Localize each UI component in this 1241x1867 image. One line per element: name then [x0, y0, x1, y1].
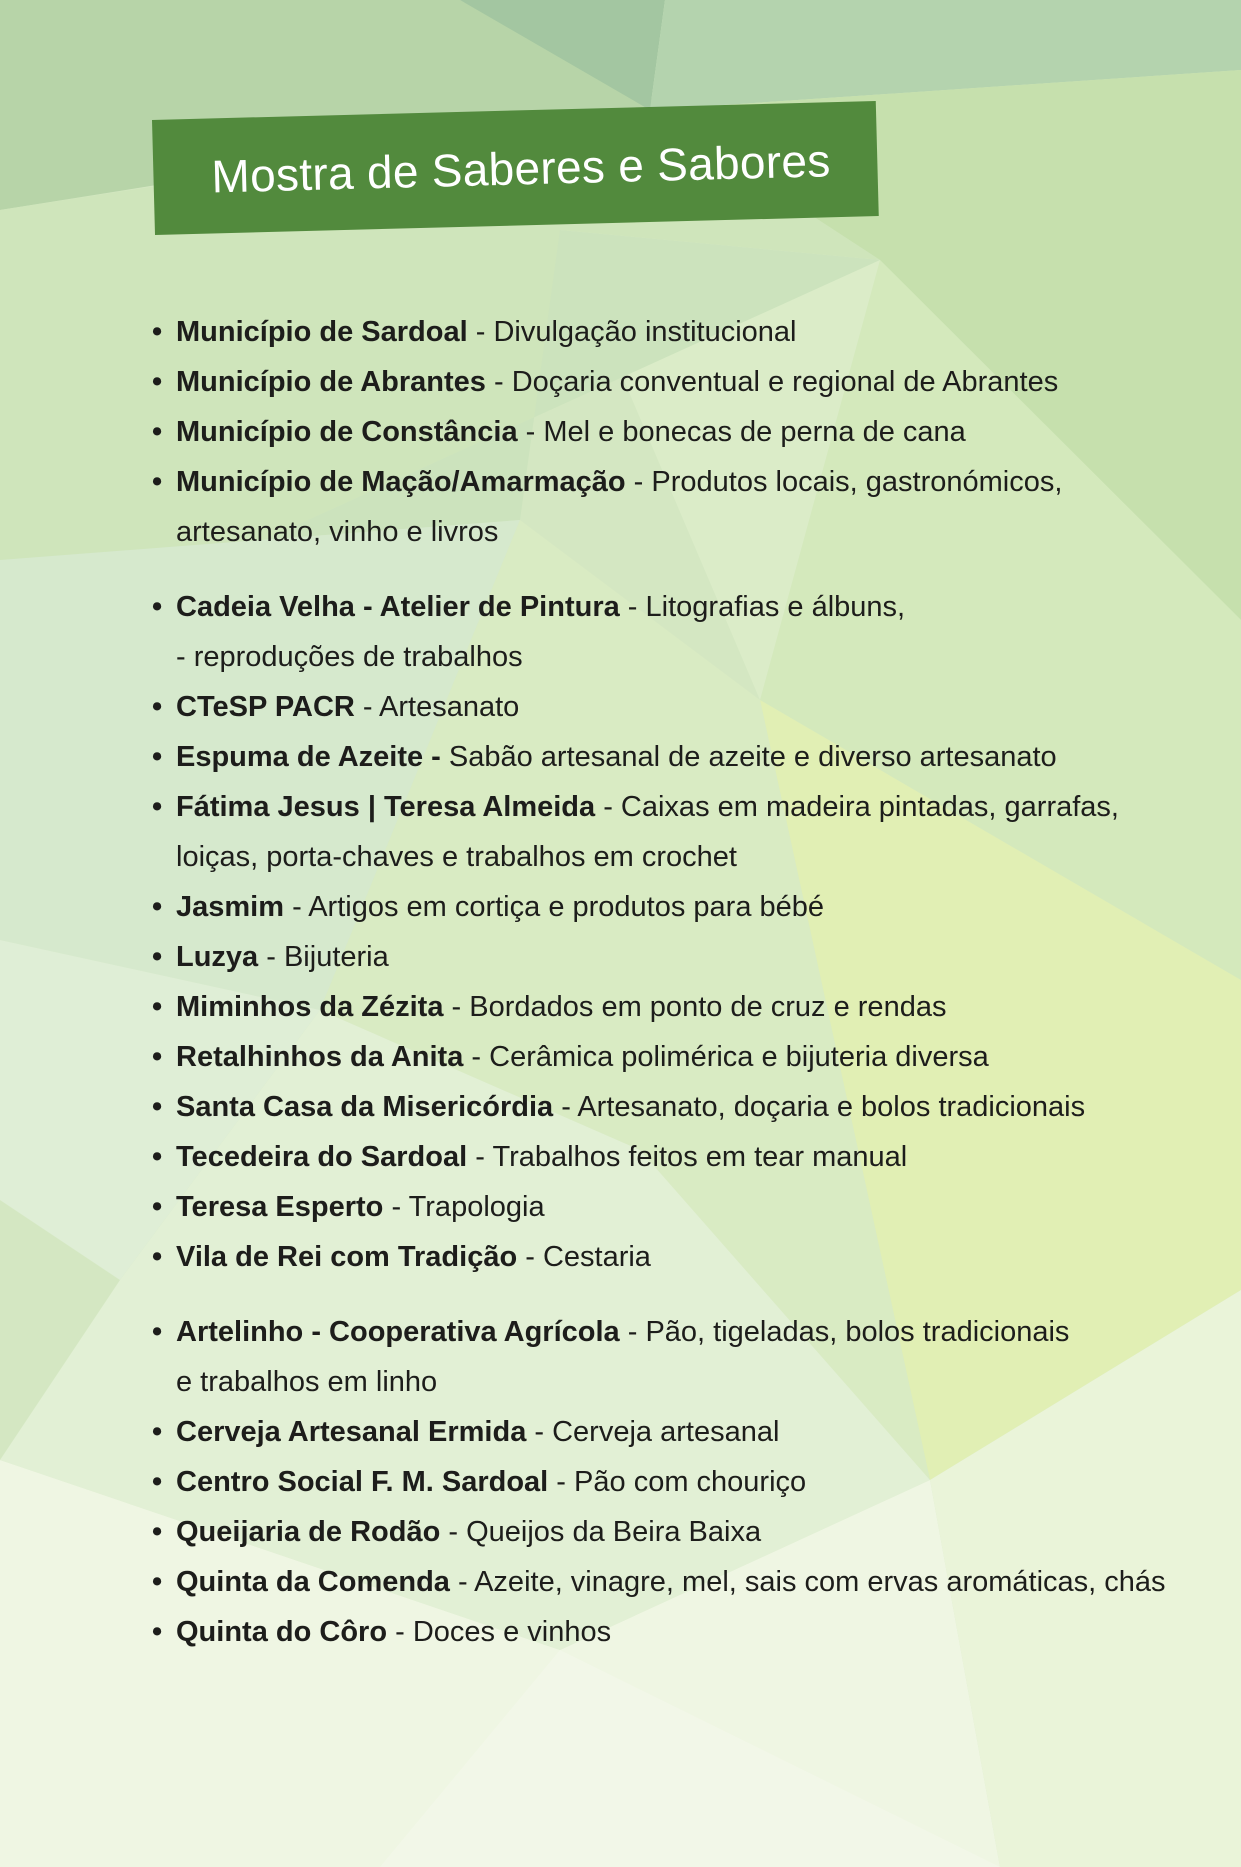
exhibitor-name: Retalhinhos da Anita	[176, 1041, 464, 1073]
title-banner	[152, 101, 879, 235]
separator: -	[619, 1316, 646, 1348]
exhibitor-name: Município de Constância	[176, 416, 518, 448]
separator: -	[553, 1091, 578, 1123]
exhibitor-description: Trapologia	[408, 1191, 545, 1223]
list-item	[152, 582, 1152, 682]
exhibitor-description: Cerâmica polimérica e bijuteria diversa	[489, 1041, 989, 1073]
list-item	[152, 1407, 1152, 1457]
exhibitor-name: Vila de Rei com Tradição	[176, 1241, 518, 1273]
list-item	[152, 1557, 1166, 1607]
exhibitor-description: Doçaria conventual e regional de Abrantes	[511, 366, 1059, 398]
separator: -	[387, 1616, 413, 1648]
bullet-icon: •	[152, 1466, 163, 1498]
list-item	[152, 1032, 1152, 1082]
exhibitor-group	[152, 582, 1152, 1282]
bullet-icon: •	[152, 1566, 163, 1598]
exhibitor-name: Centro Social F. M. Sardoal	[176, 1466, 549, 1498]
exhibitor-name: Queijaria de Rodão	[176, 1516, 441, 1548]
list-item	[152, 457, 1152, 557]
exhibitor-description: Divulgação institucional	[493, 316, 797, 348]
separator: -	[526, 1416, 553, 1448]
list-item	[152, 357, 1152, 407]
exhibitor-description: Litografias e álbuns,	[645, 591, 906, 623]
list-item	[152, 1182, 1152, 1232]
separator: -	[467, 316, 494, 348]
exhibitor-name: CTeSP PACR	[176, 691, 355, 723]
exhibitor-description: Azeite, vinagre, mel, sais com ervas aromáticas, chás	[474, 1566, 1166, 1598]
separator: -	[517, 1241, 543, 1273]
list-item	[152, 682, 1152, 732]
separator: -	[625, 466, 652, 498]
bullet-icon: •	[152, 1416, 163, 1448]
exhibitor-name: Tecedeira do Sardoal	[176, 1141, 468, 1173]
exhibitor-name: Quinta da Comenda	[176, 1566, 450, 1598]
exhibitor-group	[152, 1307, 1166, 1657]
list-item	[152, 1607, 1152, 1657]
separator: -	[440, 1516, 467, 1548]
bullet-icon: •	[152, 1516, 163, 1548]
exhibitor-name: Município de Sardoal	[176, 316, 468, 348]
exhibitor-name: Fátima Jesus | Teresa Almeida	[176, 791, 596, 823]
exhibitor-name: Teresa Esperto	[176, 1191, 384, 1223]
separator: -	[443, 991, 470, 1023]
exhibitor-description-continued: - reproduções de trabalhos	[176, 641, 523, 673]
separator: -	[467, 1141, 493, 1173]
separator: -	[463, 1041, 490, 1073]
list-item	[152, 932, 1152, 982]
exhibitor-description: Pão com chouriço	[574, 1466, 807, 1498]
exhibitor-name: Quinta do Côro	[176, 1616, 388, 1648]
exhibitor-name: Cadeia Velha - Atelier de Pintura	[176, 591, 620, 623]
separator: -	[517, 416, 544, 448]
separator: -	[354, 691, 380, 723]
exhibitor-name: Luzya	[176, 941, 259, 973]
list-item	[152, 1132, 1152, 1182]
bullet-icon: •	[152, 741, 163, 773]
list-item	[152, 1307, 1152, 1407]
bullet-icon: •	[152, 691, 163, 723]
separator	[441, 741, 449, 773]
separator: -	[619, 591, 646, 623]
bullet-icon: •	[152, 1241, 163, 1273]
exhibitor-name: Município de Abrantes	[176, 366, 486, 398]
exhibitor-description-continued: artesanato, vinho e livros	[176, 516, 499, 548]
exhibitor-description: Bordados em ponto de cruz e rendas	[469, 991, 947, 1023]
list-item	[152, 882, 1152, 932]
exhibitor-description: Pão, tigeladas, bolos tradicionais	[645, 1316, 1070, 1348]
list-item	[152, 1507, 1152, 1557]
bullet-icon: •	[152, 891, 163, 923]
bullet-icon: •	[152, 316, 163, 348]
exhibitor-description: Cestaria	[542, 1241, 651, 1273]
exhibitor-description: Mel e bonecas de perna de cana	[543, 416, 966, 448]
separator: -	[485, 366, 512, 398]
exhibitor-description: Cerveja artesanal	[552, 1416, 780, 1448]
bullet-icon: •	[152, 1041, 163, 1073]
list-item	[152, 1082, 1152, 1132]
bullet-icon: •	[152, 591, 163, 623]
list-item	[152, 1232, 1152, 1282]
separator: -	[284, 891, 309, 923]
bullet-icon: •	[152, 991, 163, 1023]
bullet-icon: •	[152, 1316, 163, 1348]
bullet-icon: •	[152, 1141, 163, 1173]
bullet-icon: •	[152, 941, 163, 973]
bullet-icon: •	[152, 366, 163, 398]
exhibitor-description: Trabalhos feitos em tear manual	[492, 1141, 908, 1173]
list-item	[152, 782, 1152, 882]
exhibitor-name: Cerveja Artesanal Ermida	[176, 1416, 527, 1448]
exhibitor-name: Santa Casa da Misericórdia	[176, 1091, 554, 1123]
exhibitor-description: Doces e vinhos	[412, 1616, 612, 1648]
list-item	[152, 1457, 1152, 1507]
list-item	[152, 307, 1152, 357]
exhibitor-name: Espuma de Azeite -	[176, 741, 441, 773]
list-item	[152, 732, 1152, 782]
exhibitor-description-continued: e trabalhos em linho	[176, 1366, 438, 1398]
exhibitor-description: Queijos da Beira Baixa	[466, 1516, 762, 1548]
separator: -	[449, 1566, 475, 1598]
bullet-icon: •	[152, 1616, 163, 1648]
exhibitor-description: Artesanato, doçaria e bolos tradicionais	[577, 1091, 1086, 1123]
exhibitor-name: Município de Mação/Amarmação	[176, 466, 626, 498]
bullet-icon: •	[152, 1191, 163, 1223]
list-item	[152, 982, 1152, 1032]
separator: -	[595, 791, 621, 823]
page-title: Mostra de Saberes e Sabores	[210, 133, 832, 202]
list-item	[152, 407, 1152, 457]
exhibitor-description-continued: loiças, porta-chaves e trabalhos em crochet	[176, 841, 737, 873]
exhibitor-name: Artelinho - Cooperativa Agrícola	[176, 1316, 620, 1348]
exhibitor-name: Miminhos da Zézita	[176, 991, 444, 1023]
exhibitor-description: Sabão artesanal de azeite e diverso artesanato	[448, 741, 1057, 773]
bullet-icon: •	[152, 466, 163, 498]
separator: -	[383, 1191, 409, 1223]
exhibitor-list	[152, 307, 1166, 1657]
exhibitor-description: Produtos locais, gastronómicos,	[651, 466, 1063, 498]
exhibitor-description: Caixas em madeira pintadas, garrafas,	[620, 791, 1119, 823]
separator: -	[258, 941, 284, 973]
bullet-icon: •	[152, 416, 163, 448]
exhibitor-name: Jasmim	[176, 891, 285, 923]
exhibitor-description: Artigos em cortiça e produtos para bébé	[308, 891, 825, 923]
bullet-icon: •	[152, 1091, 163, 1123]
bullet-icon: •	[152, 791, 163, 823]
exhibitor-description: Bijuteria	[283, 941, 389, 973]
exhibitor-group	[152, 307, 1152, 557]
exhibitor-description: Artesanato	[379, 691, 520, 723]
separator: -	[548, 1466, 575, 1498]
